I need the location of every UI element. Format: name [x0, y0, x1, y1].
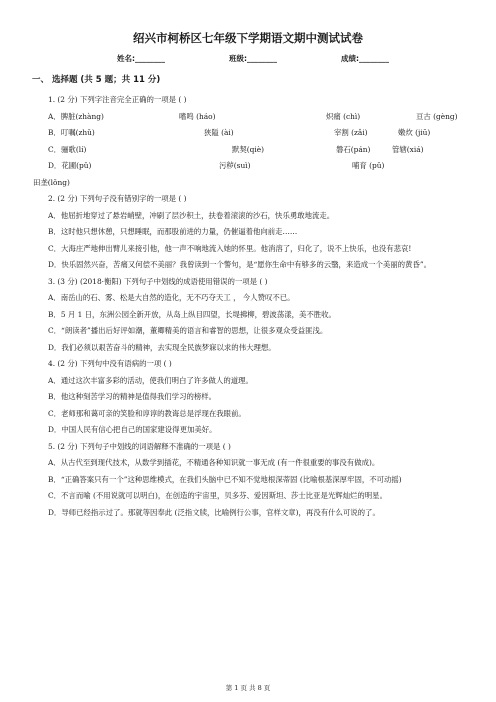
- option-item: 亘古 (gèng): [416, 111, 458, 121]
- score-field: 成绩:________: [341, 54, 389, 63]
- question-stem: 2. (2 分) 下列句子没有错别字的一项是 ( ): [48, 194, 187, 203]
- option-item: 嗜鸣 (háo): [179, 111, 216, 121]
- option-item: 磐石(pán): [336, 144, 371, 154]
- option-item: 污秽(suì): [219, 161, 251, 170]
- option-line: B．他这种刻苦学习的精神是值得我们学习的榜样。: [48, 392, 217, 401]
- option-line: A．他屈折地穿过了悬岩峭壁，冲刷了层沙积土，扶卷着滚滚的沙石，快乐勇敢地流走。: [48, 210, 335, 220]
- option-line: D．中国人民有信心把自己的国家建设得更加美好。: [48, 425, 217, 434]
- option-item: 管辖(xiá): [392, 144, 424, 154]
- option-line: C．不言而喻 (不用说就可以明白)，在创造的宇宙里，贝多芬、爱因斯坦、莎士比亚是光辉灿烂的明星。: [48, 491, 387, 500]
- question-stem: 1. (2 分) 下列字注音完全正确的一项是 ( ): [48, 95, 187, 104]
- option-item: 田垄(lǒng): [33, 177, 70, 187]
- option-line: D．导师已经指示过了。那就等因奉此 (泛指文牍，比喻例行公事，官样文章)，再没有什么可说的了。: [48, 507, 380, 517]
- question-stem: 4. (2 分) 下列句中没有语病的一项 ( ): [48, 359, 172, 368]
- option-item: 炽痛 (chì): [326, 111, 361, 121]
- option-line: C．“朗读者”播出后好评如潮，董卿精美的语言和睿智的思想，让很多观众受益匪浅。: [48, 326, 328, 335]
- option-line: D．我们必须以艰苦奋斗的精神，去实现全民族梦寐以求的伟大理想。: [48, 342, 276, 352]
- option-line: D．快乐固然兴奋，苦痛又何偿不美丽？我曾读到一个警句，是“愿你生命中有够多的云翳，来造成一个美丽的黄昏”。: [48, 260, 432, 269]
- question-list: [34, 92, 464, 521]
- option-item: C．骊歌(lí): [48, 144, 87, 154]
- section-heading: 一、 选择题 (共 5 题；共 11 分): [32, 75, 161, 85]
- option-row: [33, 158, 464, 187]
- option-row: [34, 142, 464, 159]
- option-row: [34, 125, 464, 142]
- question-stem: 3. (3 分) (2018·衡阳) 下列句子中划线的成语使用错误的一项是 ( ): [48, 276, 268, 286]
- option-item: 默契(qiè): [232, 144, 265, 154]
- option-line: A．南岳山的石、雾、松是大自然的造化，无不巧夺天工 ， 今人赞叹不已。: [48, 293, 295, 302]
- option-row: [34, 109, 464, 126]
- name-field: 姓名:________: [117, 54, 165, 63]
- question-stem: 5. (2 分) 下列句子中划线的词语解释不准确的一项是 ( ): [48, 441, 231, 451]
- option-line: C．老师那和蔼可亲的笑脸和谆谆的教诲总是浮现在我眼前。: [48, 408, 246, 418]
- class-field: 班级:________: [229, 54, 277, 63]
- option-item: 狭隘 (ài): [204, 128, 234, 137]
- option-item: A．脾脏(zhàng): [48, 111, 104, 121]
- option-line: A．从古代至到现代技术，从数学到插花，不精通各种知识就一事无成 (有一件很重要的事没有做成)。: [48, 458, 380, 467]
- option-item: 哺育 (pǔ): [352, 161, 385, 170]
- document-title: 绍兴市柯桥区七年级下学期语文期中测试试卷: [133, 31, 363, 45]
- option-line: B．5 月 1 日，东洲公园全新开放，从岛上纵目四望，长堤拂柳，碧波荡漾，美不胜收。: [48, 309, 336, 319]
- option-line: B．“正确答案只有一个”这种思维模式，在我们头脑中已不知不觉地根深蒂固 (比喻根基深厚牢固，不可动摇): [48, 474, 402, 484]
- option-line: C．大海庄严地伸出臂儿来接引他，他一声不响地流入她的怀里。他消溶了，归化了，说不上快乐，也没有悲哀!: [48, 243, 412, 253]
- option-line: A．通过这次丰富多彩的活动，使我们明白了许多做人的道理。: [48, 375, 253, 385]
- page-footer: 第 1 页 共 8 页: [225, 684, 271, 692]
- option-line: B．这时他只想休憩，只想睡眠，而那股前进的力量，仍催逼着他向前走……: [48, 227, 298, 236]
- option-item: 宰割 (zǎi): [334, 128, 368, 137]
- option-item: D．花圃(pǔ): [48, 161, 92, 170]
- option-item: B．叮嘱(zhǔ): [48, 128, 95, 137]
- option-item: 嫩炊 (jiū): [398, 128, 431, 137]
